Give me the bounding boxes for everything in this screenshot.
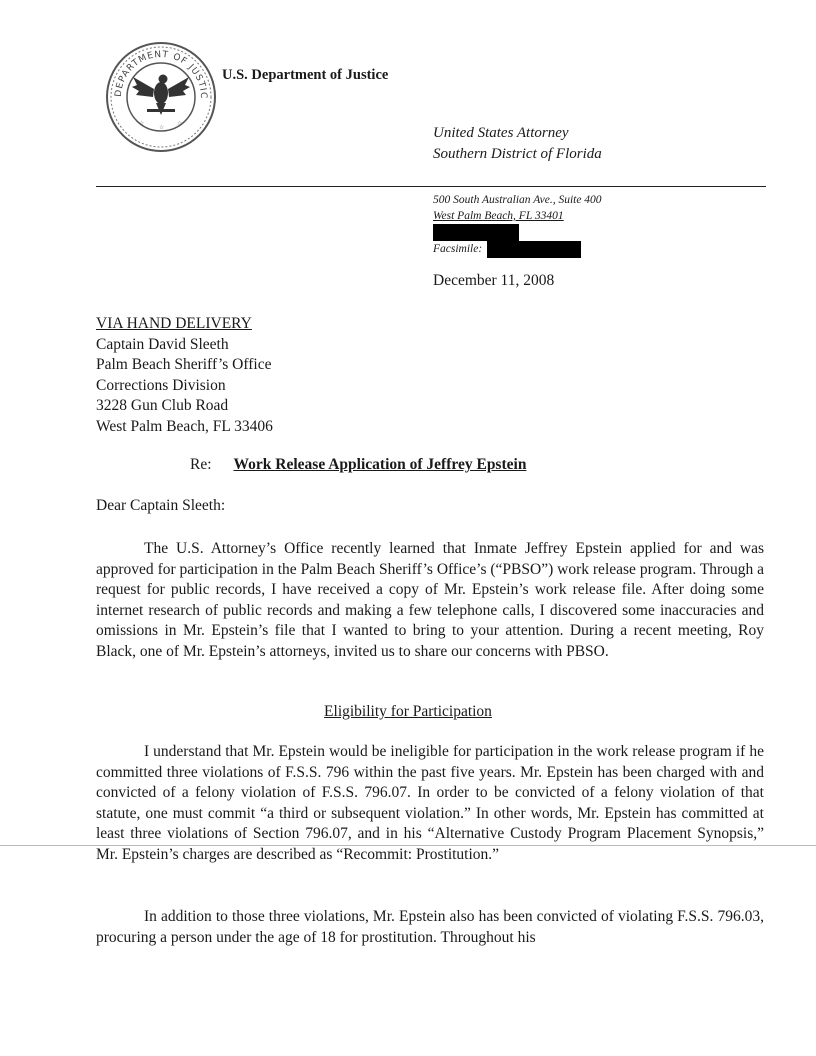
redaction-box [487,241,581,258]
seal-text: DEPARTMENT OF JUSTIC [113,49,209,100]
office-address [433,192,602,258]
recipient-street: 3228 Gun Club Road [96,397,229,414]
re-label: Re: [190,456,212,473]
recipient-city: West Palm Beach, FL 33406 [96,417,273,435]
facsimile-line [433,241,602,258]
body-paragraph-2: I understand that Mr. Epstein would be ineligible for participation in the work release program if he committed three violations of F.S.S. 796 within the past five years. Mr. Epstein has been charged with and convicted of a felony violation of F.S.S. 796.07. In order to be convicted of a felony violation of that statute, one must commit “a third or subsequent violation.” In other words, Mr. Epstein has committed at least three violations of Section 796.07, and in his “Alternative Custody Program Placement Synopsis,” Mr. Epstein’s charges are described as “Recommit: Prostitution.” [96,743,764,863]
phone-line [433,224,602,241]
svg-text:☆: ☆ [177,120,183,127]
address-line-2: West Palm Beach, FL 33401 [433,210,564,222]
body-paragraph-3: In addition to those three violations, Mr. Epstein also has been convicted of violating F.S.S. 796.03, procuring a person under the age of 18 for prostitution. Throughout his [96,908,764,946]
address-line-1: 500 South Australian Ave., Suite 400 [433,194,602,206]
re-line [190,456,526,474]
body-paragraph-1: The U.S. Attorney’s Office recently learned that Inmate Jeffrey Epstein applied for and was approved for participation in the Palm Beach Sheriff’s Office’s (“PBSO”) work release program. Through a request for public records, I have received a copy of Mr. Epstein’s work release file. After doing some internet research of public records and making a few telephone calls, I discovered some inaccuracies and omissions in Mr. Epstein’s file that I wanted to bring to your attention. During a recent meeting, Roy Black, one of Mr. Epstein’s attorneys, invited us to share our concerns with PBSO. [96,540,764,660]
svg-text:☆: ☆ [159,124,165,131]
recipient-division: Corrections Division [96,376,226,394]
recipient-name: Captain David Sleeth [96,335,229,353]
facsimile-label: Facsimile: [433,243,483,256]
office-line-1: United States Attorney [433,125,569,141]
delivery-method: VIA HAND DELIVERY [96,315,252,332]
department-name: U.S. Department of Justice [222,67,389,83]
letter-date: December 11, 2008 [433,272,555,289]
letterhead-divider [96,186,766,187]
section-heading: Eligibility for Participation [324,703,492,720]
doj-seal [103,39,219,155]
redaction-box [433,224,519,241]
office-line-2: Southern District of Florida [433,146,602,162]
re-subject: Work Release Application of Jeffrey Epstein [233,456,527,473]
svg-text:☆: ☆ [139,120,145,127]
scan-artifact-line [0,845,816,846]
recipient-block [96,314,273,437]
recipient-org: Palm Beach Sheriff’s Office [96,356,272,373]
office-block [433,123,602,165]
salutation: Dear Captain Sleeth: [96,497,226,514]
doj-seal-graphic [103,39,219,155]
